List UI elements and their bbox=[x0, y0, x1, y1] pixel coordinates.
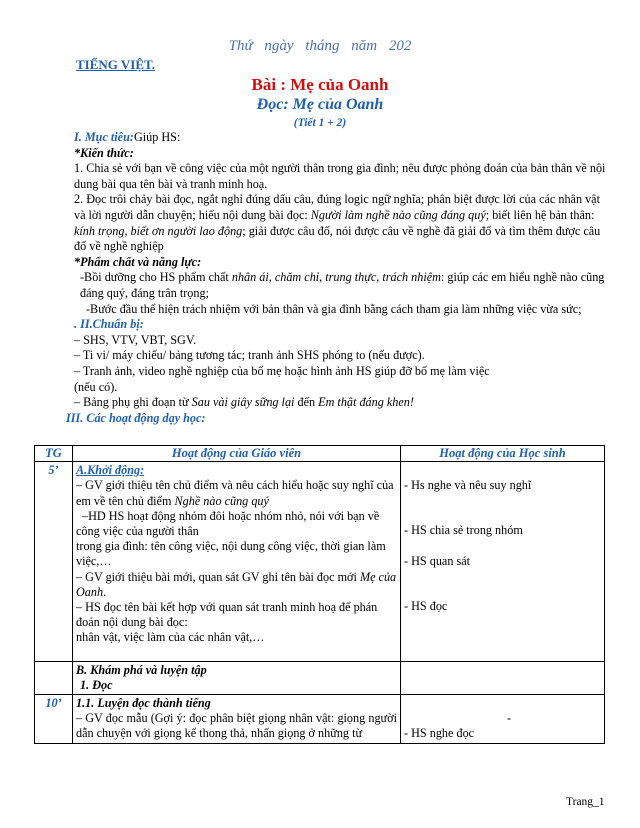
row1-t4c: . bbox=[103, 584, 107, 599]
row1-t4a: – GV giới thiệu bài mới, quan sát GV ghi tên bài đọc mới bbox=[76, 569, 360, 584]
row1-student-4: - HS đọc bbox=[404, 598, 448, 613]
row1-teacher-line-4 bbox=[76, 570, 397, 600]
quality-label: *Phẩm chất và năng lực: bbox=[74, 254, 202, 269]
preparation-item-4: (nếu có). bbox=[74, 379, 118, 394]
preparation-item-5 bbox=[74, 395, 614, 411]
row3-student-dash: - bbox=[506, 711, 511, 726]
knowledge-item-2-italic-b: Người làm nghề nào cũng đáng quý bbox=[310, 207, 486, 222]
row1-teacher-line-3: trong gia đình: tên công việc, nội dung công việc, thời gian làm việc,… bbox=[76, 539, 386, 569]
lesson-body bbox=[66, 130, 614, 426]
row1-student-3: - HS quan sát bbox=[404, 553, 471, 568]
preparation-item-3: – Tranh ảnh, video nghề nghiệp của bố mẹ hoặc hình ảnh HS giúp đỡ bố mẹ làm việc bbox=[74, 363, 490, 378]
lesson-title: Bài : Mẹ của Oanh bbox=[251, 75, 389, 94]
quality-item-1 bbox=[74, 270, 614, 301]
row1-t1b: Nghề nào cũng quý bbox=[174, 493, 269, 508]
preparation-heading: . II.Chuẩn bị: bbox=[74, 317, 144, 332]
table-row bbox=[35, 462, 605, 661]
knowledge-item-2-text-c: ; biết liên hệ bản thân: bbox=[485, 207, 595, 222]
row1-student-2: - HS chia sẻ trong nhóm bbox=[404, 523, 523, 538]
preparation-item-5-text-c: đến bbox=[294, 395, 319, 410]
row1-teacher-line-6: nhân vật, việc làm của các nhân vật,… bbox=[76, 630, 265, 645]
date-line: Thứ ngày tháng năm 202 bbox=[228, 38, 412, 54]
row1-t1a: – GV giới thiệu tên chủ điểm và nêu cách hiểu hoặc suy nghĩ của em về tên chủ điểm bbox=[76, 478, 394, 508]
knowledge-item-2 bbox=[74, 192, 614, 254]
objectives-heading bbox=[74, 130, 614, 146]
row2-title: B. Khám phá và luyện tập bbox=[76, 662, 207, 677]
objectives-suffix: Giúp HS: bbox=[133, 130, 181, 144]
preparation-item-1: – SHS, VTV, VBT, SGV. bbox=[74, 332, 197, 347]
row1-title: A.Khởi động: bbox=[76, 463, 145, 478]
knowledge-item-2-text-e: ; giải được câu đố, nói được câu về nghề đã giải đố và tìm thêm được câu đố về nghề nghiệp bbox=[74, 223, 601, 254]
table-header-row bbox=[35, 446, 605, 462]
row1-teacher-line-1 bbox=[76, 478, 397, 508]
reading-title: Đọc: Mẹ của Oanh bbox=[256, 96, 384, 113]
knowledge-label: *Kiến thức: bbox=[74, 145, 134, 160]
row3-student bbox=[401, 695, 605, 744]
row1-t4b: Mẹ của Oanh bbox=[76, 569, 397, 599]
table-row bbox=[35, 661, 605, 694]
preparation-item-2: – Ti vi/ máy chiếu/ bảng tương tác; tranh ảnh SHS phóng to (nếu được). bbox=[74, 348, 425, 363]
row3-student-1: - HS nghe đọc bbox=[404, 726, 475, 741]
activities-heading: III. Các hoạt động dạy học: bbox=[66, 410, 206, 425]
row3-teacher-line-1: – GV đọc mẫu (Gợi ý: đọc phân biệt giọng nhân vật: giọng người dẫn chuyện với giọng kể thong thả, nhấn giọng ở những từ bbox=[76, 711, 397, 741]
row2-student bbox=[401, 661, 605, 694]
row3-tg: 10’ bbox=[35, 695, 73, 744]
knowledge-item-2-text-a: 2. Đọc trôi chảy bài đọc, ngắt nghỉ đúng dấu câu, đúng logic ngữ nghĩa; phân biệt được lời của các nhân vật và lời người dẫn chuyện; hiểu nội dung bài đọc: bbox=[74, 192, 600, 222]
row1-teacher-line-2: –HD HS hoạt động nhóm đôi hoặc nhóm nhỏ, nói với bạn về công việc của người thân bbox=[76, 508, 380, 539]
row1-teacher-line-5: – HS đọc tên bài kết hợp với quan sát tranh minh hoạ để phán đoán nội dung bài đọc: bbox=[76, 600, 378, 630]
col-tg-header: TG bbox=[35, 446, 73, 462]
row3-teacher bbox=[73, 695, 401, 744]
page-number: Trang_1 bbox=[566, 796, 605, 808]
quality-item-2: -Bước đầu thể hiện trách nhiệm với bản thân và gia đình bằng cách tham gia làm những việc vừa sức; bbox=[86, 301, 582, 316]
row1-student bbox=[401, 462, 605, 661]
objectives-title: I. Mục tiêu: bbox=[74, 130, 134, 144]
subject-heading: TIẾNG VIỆT. bbox=[76, 57, 155, 72]
row1-tg: 5’ bbox=[35, 462, 73, 661]
knowledge-item-2-italic-d: kính trọng, biết ơn người lao động bbox=[74, 223, 243, 238]
periods-label: (Tiết 1 + 2) bbox=[293, 117, 347, 129]
quality-item-1-italic-b: nhân ái, chăm chỉ, trung thực, trách nhiệm bbox=[231, 270, 441, 285]
row2-teacher bbox=[73, 661, 401, 694]
quality-item-1-text-c: : giúp các em hiểu nghề nào cũng đáng quý, đáng trân trọng; bbox=[80, 270, 605, 300]
row2-tg bbox=[35, 661, 73, 694]
preparation-item-5-italic-d: Em thật đáng khen! bbox=[318, 395, 414, 410]
preparation-item-5-italic-b: Sau vài giây sững lại bbox=[191, 395, 295, 410]
row1-teacher bbox=[73, 462, 401, 661]
preparation-item-5-text-a: – Bảng phụ ghi đoạn từ bbox=[74, 395, 192, 410]
row1-student-1: - Hs nghe và nêu suy nghĩ bbox=[404, 478, 532, 493]
row3-title: 1.1. Luyện đọc thành tiếng bbox=[76, 696, 211, 711]
table-row bbox=[35, 695, 605, 744]
col-teacher-header: Hoạt động của Giáo viên bbox=[73, 446, 401, 462]
activities-table bbox=[34, 445, 605, 744]
row2-sub: 1. Đọc bbox=[80, 677, 113, 692]
col-student-header: Hoạt động của Học sinh bbox=[401, 446, 605, 462]
quality-item-1-text-a: -Bồi dưỡng cho HS phẩm chất bbox=[80, 270, 232, 285]
knowledge-item-1: 1. Chia sẻ với bạn về công việc của một người thân trong gia đình; nêu được phỏng đoán của bản thân về nội dung bài qua tên bài và tranh minh hoạ. bbox=[74, 161, 606, 191]
